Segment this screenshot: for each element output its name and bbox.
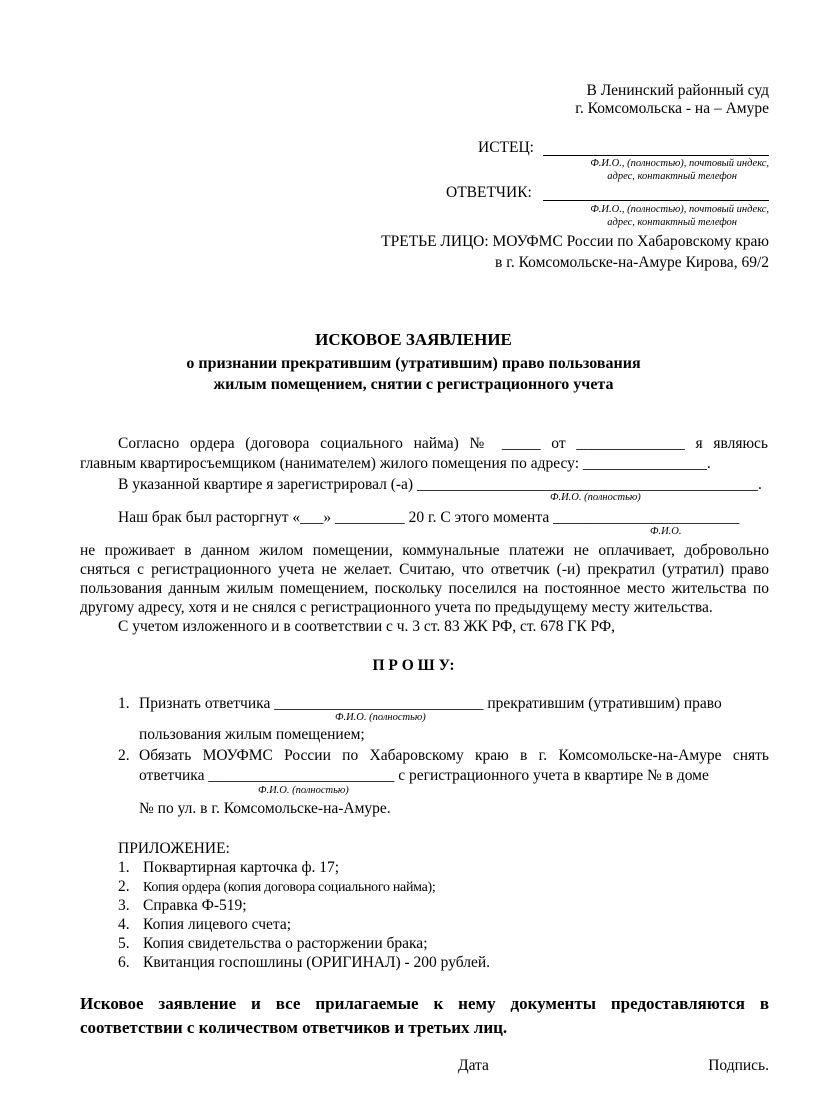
attachment-1-text: Поквартирная карточка ф. 17;: [143, 859, 340, 876]
defendant-label: ОТВЕТЧИК:: [446, 184, 532, 201]
request-item-2-line-1: Обязать МОУФМС России по Хабаровскому краю в г. Комсомольске-на-Амуре снять: [139, 747, 769, 764]
paragraph-1-line-1: Согласно ордера (договора социального найма) № _____ от ______________ я являюсь: [118, 435, 768, 452]
attachment-3-number: 3.: [118, 897, 130, 914]
third-party-address: в г. Комсомольске-на-Амуре Кирова, 69/2: [495, 254, 769, 271]
document-title: ИСКОВОЕ ЗАЯВЛЕНИЕ: [315, 330, 512, 349]
request-item-2-hint: Ф.И.О. (полностью): [258, 785, 349, 796]
paragraph-4-line-1: не проживает в данном жилом помещении, коммунальные платежи не оплачивает, добровольно: [80, 542, 769, 559]
request-item-2-line-2: ответчика ________________________ с регистрационного учета в квартире № в доме: [139, 767, 709, 784]
paragraph-5-line: С учетом изложенного и в соответствии с ч. 3 ст. 83 ЖК РФ, ст. 678 ГК РФ,: [118, 618, 616, 635]
paragraph-2-hint: Ф.И.О. (полностью): [550, 492, 641, 503]
paragraph-2-line: В указанной квартире я зарегистрировал (-а) ____________________________________________.: [118, 476, 762, 493]
paragraph-3-line: Наш брак был расторгнут «___» _________ 20 г. С этого момента ________________________: [118, 509, 740, 526]
attachment-3-text: Справка Ф-519;: [143, 897, 247, 914]
signature-label: Подпись.: [708, 1057, 769, 1074]
request-heading: П Р О Ш У:: [372, 657, 455, 674]
document-subtitle-2: жилым помещением, снятии с регистрационного учета: [213, 376, 614, 393]
paragraph-4-line-4: другому адресу, хотя и не снялся с регистрационного учета по предыдущему месту жительства.: [80, 599, 713, 616]
defendant-hint-1: Ф.И.О., (полностью), почтовый индекс,: [590, 204, 769, 215]
court-name: В Ленинский районный суд: [586, 82, 769, 99]
footer-note-line-1: Исковое заявление и все прилагаемые к нему документы предоставляются в: [80, 994, 769, 1013]
request-item-2-number: 2.: [118, 747, 130, 764]
plaintiff-line: [543, 155, 769, 156]
request-item-2-line-3: № по ул. в г. Комсомольске-на-Амуре.: [139, 800, 391, 817]
plaintiff-hint-1: Ф.И.О., (полностью), почтовый индекс,: [590, 158, 769, 169]
attachment-5-text: Копия свидетельства о расторжении брака;: [143, 935, 428, 952]
attachment-5-number: 5.: [118, 935, 130, 952]
paragraph-4-line-3: пользования данным жилым помещением, поскольку поселился на постоянное место жительства по: [80, 580, 769, 597]
court-city: г. Комсомольска - на – Амуре: [575, 100, 769, 117]
paragraph-3-hint: Ф.И.О.: [650, 526, 682, 537]
request-item-1-number: 1.: [118, 695, 130, 712]
attachment-1-number: 1.: [118, 859, 130, 876]
paragraph-1-line-2: главным квартиросъемщиком (нанимателем) жилого помещения по адресу: ________________.: [80, 455, 711, 472]
request-item-1-line-2: пользования жилым помещением;: [139, 726, 365, 743]
attachment-2-text: Копия ордера (копия договора социального найма);: [143, 880, 436, 895]
plaintiff-label: ИСТЕЦ:: [478, 139, 534, 156]
plaintiff-hint-2: адрес, контактный телефон: [607, 171, 737, 182]
footer-note-line-2: соответствии с количеством ответчиков и третьих лиц.: [80, 1018, 508, 1037]
document-subtitle-1: о признании прекратившим (утратившим) право пользования: [186, 355, 641, 372]
attachment-2-number: 2.: [118, 878, 130, 895]
third-party: ТРЕТЬЕ ЛИЦО: МОУФМС России по Хабаровскому краю: [381, 233, 769, 250]
attachment-6-number: 6.: [118, 954, 130, 971]
attachments-heading: ПРИЛОЖЕНИЕ:: [118, 840, 230, 857]
date-label: Дата: [458, 1057, 489, 1074]
attachment-4-number: 4.: [118, 916, 130, 933]
attachment-6-text: Квитанция госпошлины (ОРИГИНАЛ) - 200 рублей.: [143, 954, 491, 971]
defendant-line: [543, 200, 769, 201]
attachment-4-text: Копия лицевого счета;: [143, 916, 292, 933]
request-item-1-hint: Ф.И.О. (полностью): [335, 712, 426, 723]
paragraph-4-line-2: сняться с регистрационного учета не желает. Считаю, что ответчик (-и) прекратил (утратил) право: [80, 561, 769, 578]
defendant-hint-2: адрес, контактный телефон: [607, 217, 737, 228]
request-item-1-line-1: Признать ответчика ___________________________ прекратившим (утратившим) право: [139, 695, 722, 712]
